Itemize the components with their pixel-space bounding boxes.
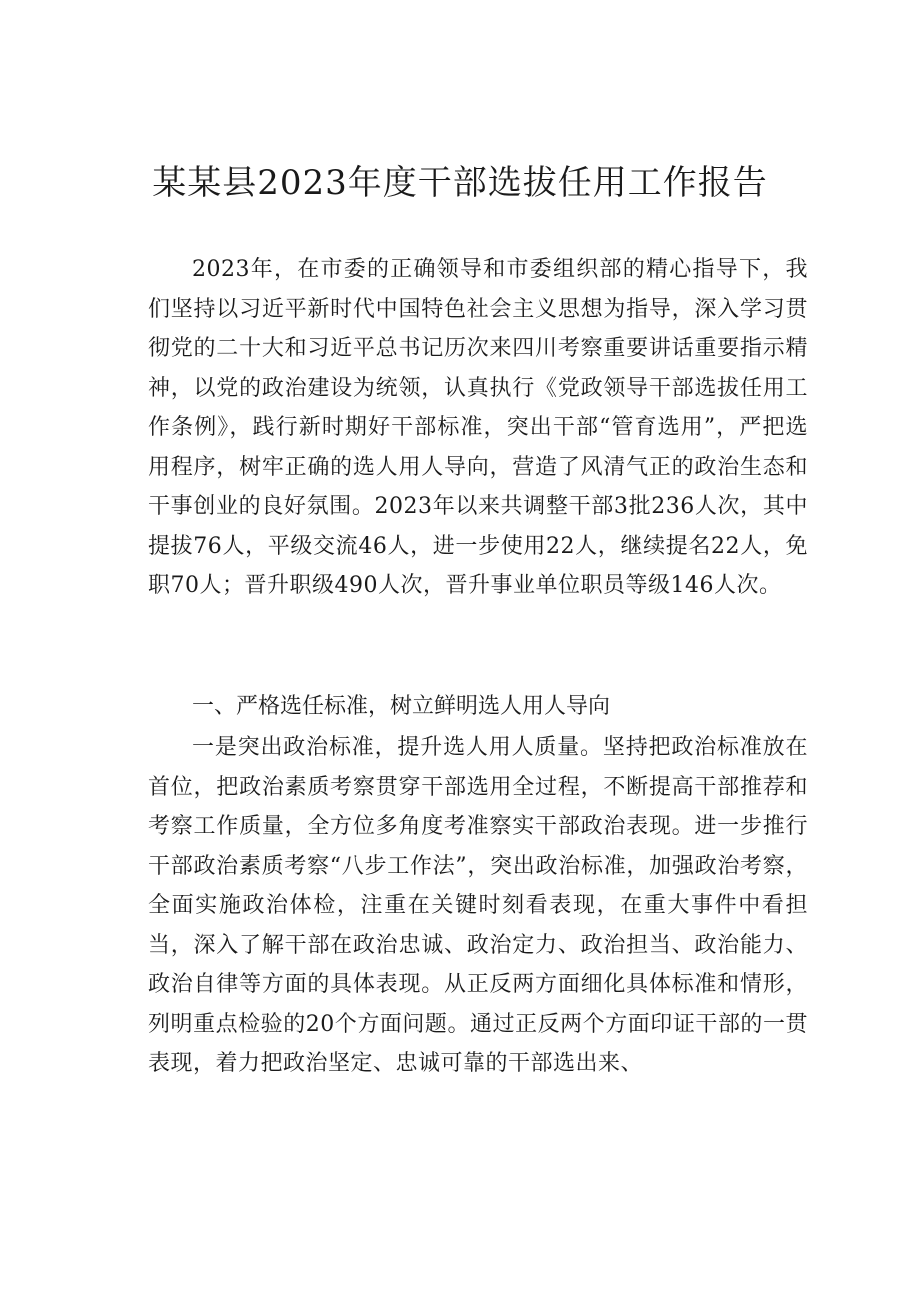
document-title: 某某县2023年度干部选拔任用工作报告 (152, 163, 768, 203)
section-heading: 一、严格选任标准，树立鲜明选人用人导向 (192, 694, 611, 719)
section-paragraph: 一是突出政治标准，提升选人用人质量。坚持把政治标准放在首位，把政治素质考察贯穿干部选用全过程，不断提高干部推荐和考察工作质量，全方位多角度考准察实干部政治表现。进一步推行干部政治素质考察“八步工作法”，突出政治标准，加强政治考察，全面实施政治体检，注重在关键时刻看表现，在重大事件中看担当，深入了解干部在政治忠诚、政治定力、政治担当、政治能力、政治自律等方面的具体表现。从正反两方面细化具体标准和情形，列明重点检验的20个方面问题。通过正反两个方面印证干部的一贯表现，着力把政治坚定、忠诚可靠的干部选出来、 (148, 735, 808, 1076)
intro-paragraph: 2023年，在市委的正确领导和市委组织部的精心指导下，我们坚持以习近平新时代中国特色社会主义思想为指导，深入学习贯彻党的二十大和习近平总书记历次来四川考察重要讲话重要指示精神，以党的政治建设为统领，认真执行《党政领导干部选拔任用工作条例》，践行新时期好干部标准，突出干部“管育选用”，严把选用程序，树牢正确的选人用人导向，营造了风清气正的政治生态和干事创业的良好氛围。2023年以来共调整干部3批236人次，其中提拔76人，平级交流46人，进一步使用22人，继续提名22人，免职70人；晋升职级490人次，晋升事业单位职员等级146人次。 (148, 257, 808, 598)
